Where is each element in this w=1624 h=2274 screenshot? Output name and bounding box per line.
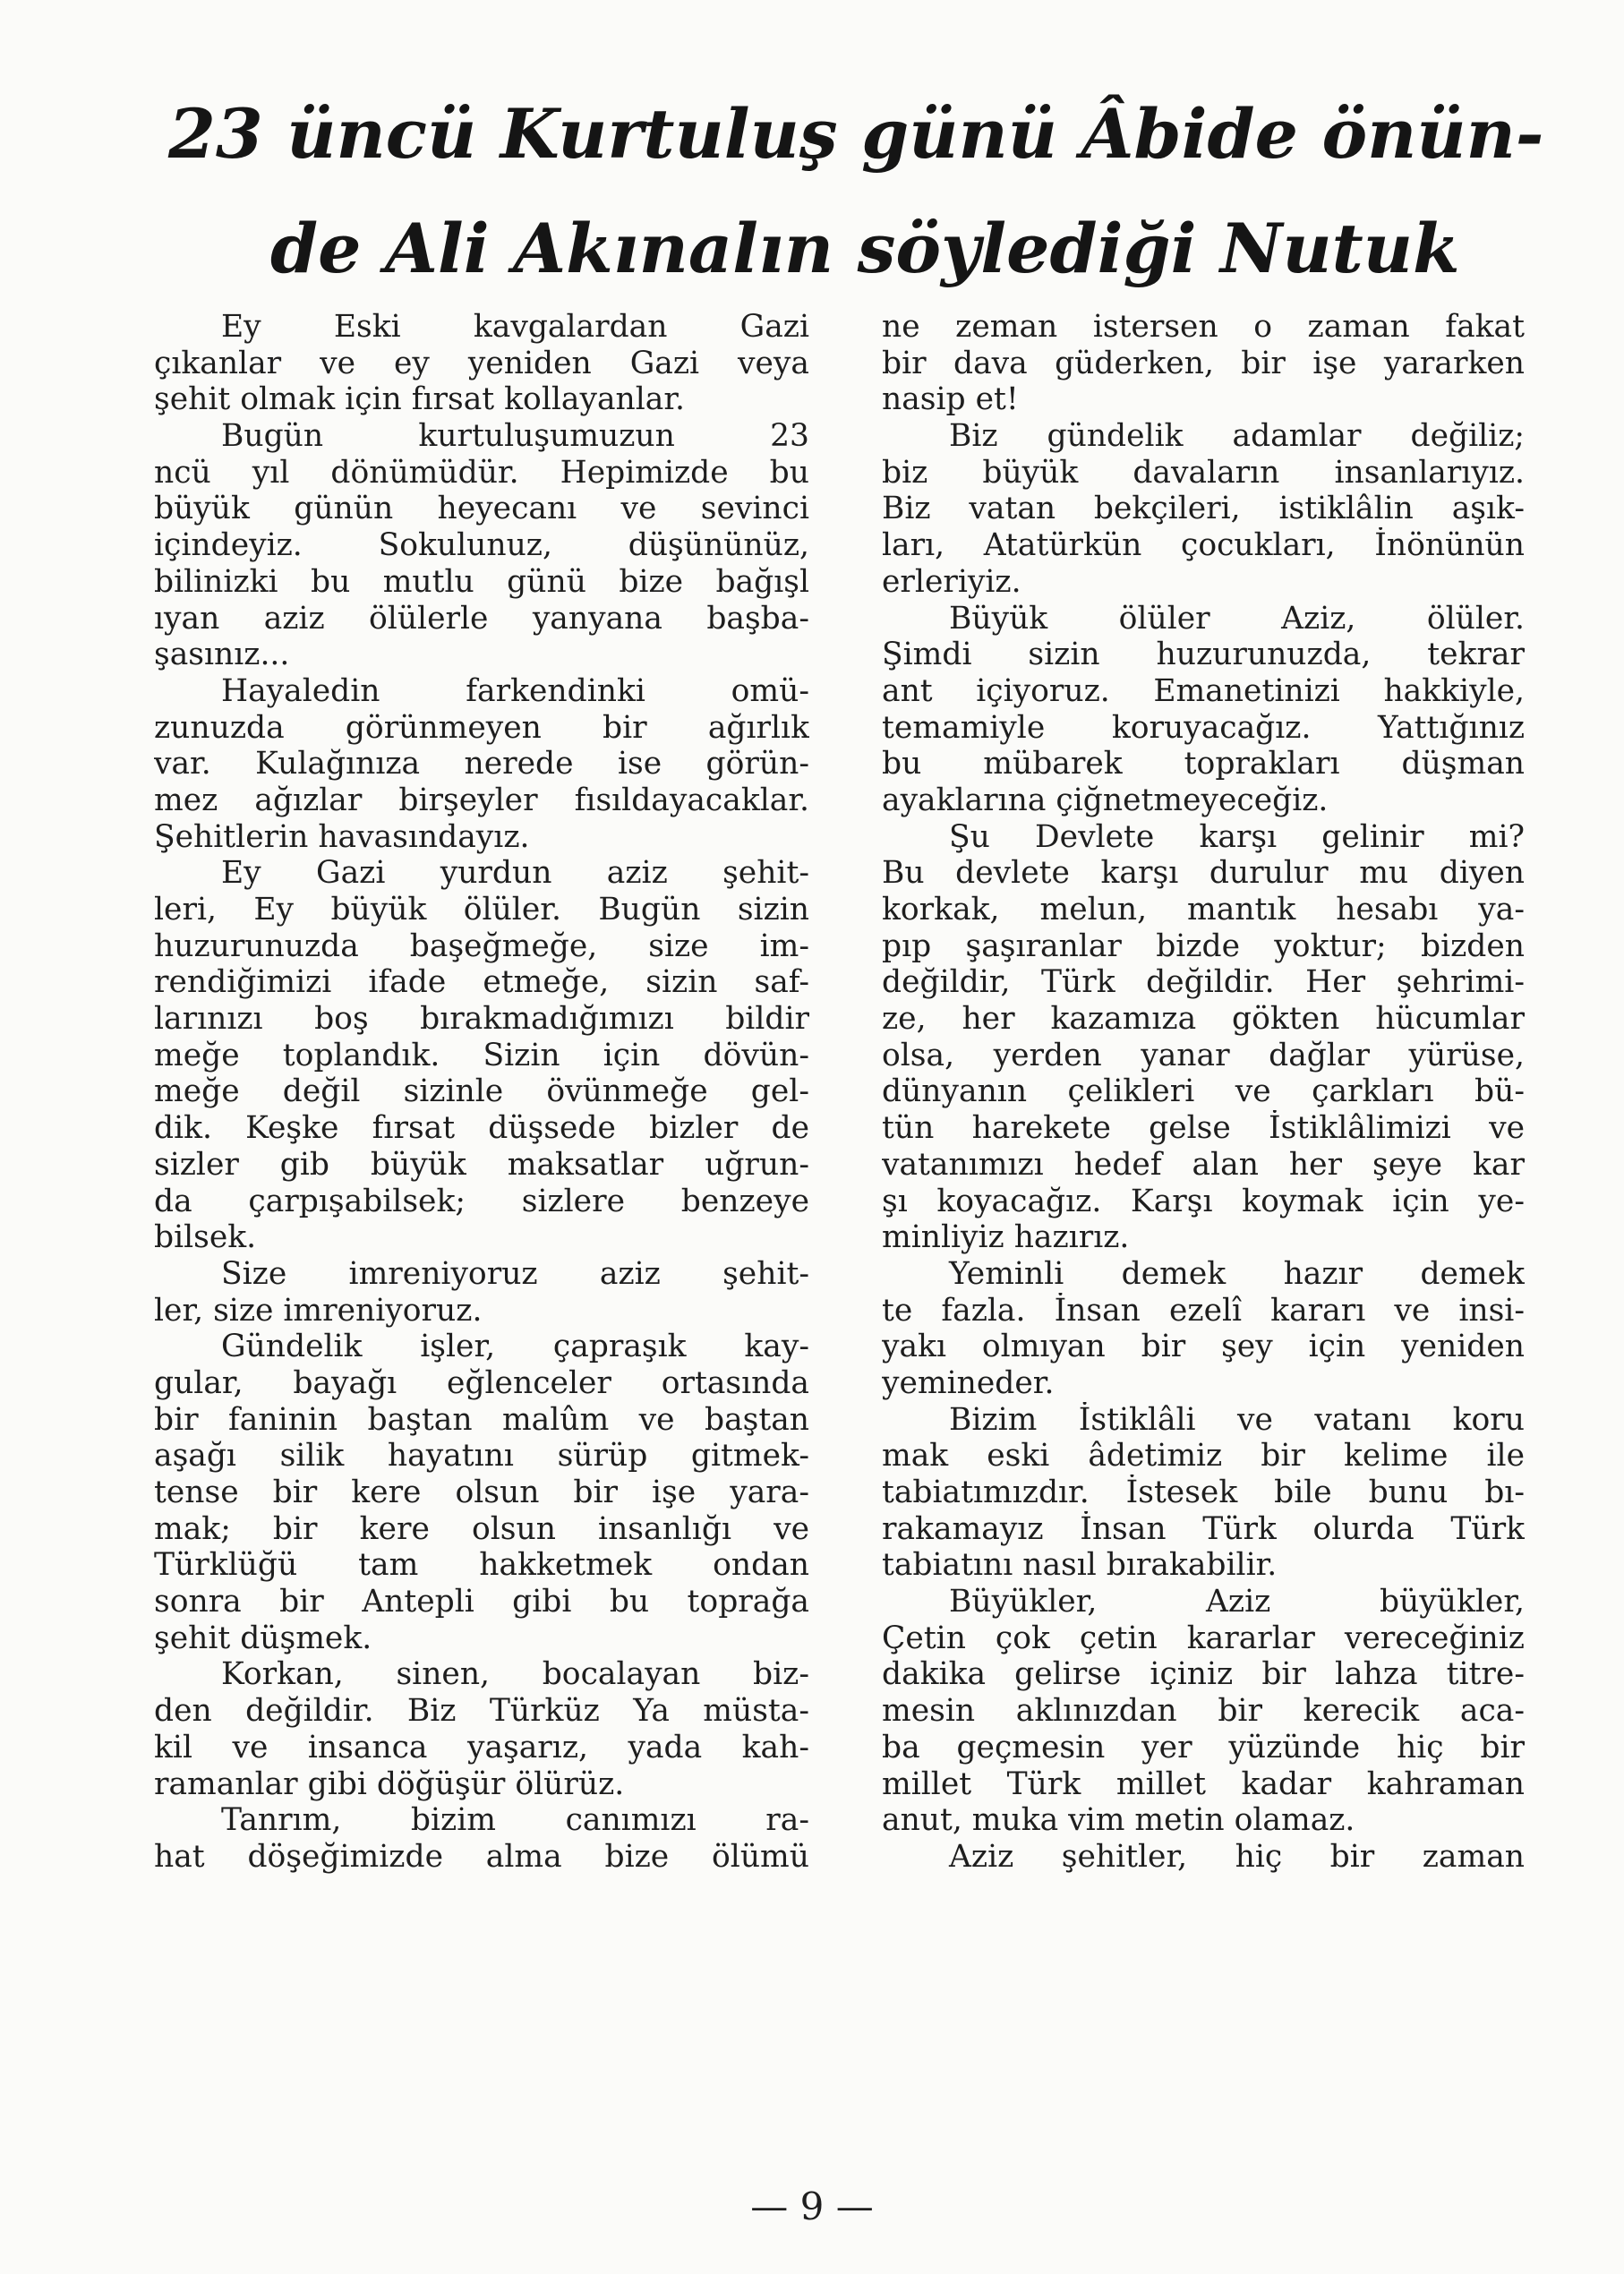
right-column-line: yakı olmıyan bir şey için yeniden xyxy=(882,1329,1525,1365)
left-column-line: şehit olmak için fırsat kollayanlar. xyxy=(154,381,686,418)
left-column-line: bilsek. xyxy=(154,1219,257,1256)
left-column-line: Gündelik işler, çapraşık kay- xyxy=(221,1329,809,1365)
left-column-line: bir faninin baştan malûm ve baştan xyxy=(154,1401,809,1438)
left-column-line: mez ağızlar birşeyler fısıldayacaklar. xyxy=(154,782,809,818)
left-column-line: Türklüğü tam hakketmek ondan xyxy=(154,1547,809,1584)
left-column-line: gular, bayağı eğlenceler ortasında xyxy=(154,1364,809,1401)
right-column-line: korkak, melun, mantık hesabı ya- xyxy=(882,892,1525,928)
right-column-line: Aziz şehitler, hiç bir zaman xyxy=(949,1838,1525,1875)
right-column-line: temamiyle koruyacağız. Yattığınız xyxy=(882,709,1525,746)
right-column-line: mesin aklınızdan bir kerecik aca- xyxy=(882,1693,1525,1730)
left-column-line: büyük günün heyecanı ve sevinci xyxy=(154,491,809,527)
left-column-line: den değildir. Biz Türküz Ya müsta- xyxy=(154,1693,809,1730)
right-column-line: biz büyük davaların insanlarıyız. xyxy=(882,454,1525,491)
left-column-line: Bugün kurtuluşumuzun 23 xyxy=(221,418,809,455)
page-number: — 9 — xyxy=(750,2184,874,2228)
right-column-line: yemineder. xyxy=(882,1364,1055,1401)
left-column-line: huzurunuzda başeğmeğe, size im- xyxy=(154,928,809,964)
left-column-line: tense bir kere olsun bir işe yara- xyxy=(154,1475,809,1510)
left-column-line: meğe değil sizinle övünmeğe gel- xyxy=(154,1073,809,1110)
right-column-line: te fazla. İnsan ezelî kararı ve insi- xyxy=(882,1292,1525,1329)
right-column-line: Şimdi sizin huzurunuzda, tekrar xyxy=(882,637,1525,673)
left-column xyxy=(154,309,809,1876)
left-column-line: ncü yıl dönümüdür. Hepimizde bu xyxy=(154,454,809,491)
left-column-line: leri, Ey büyük ölüler. Bugün sizin xyxy=(154,892,809,928)
left-column-line: Şehitlerin havasındayız. xyxy=(154,818,530,855)
left-column-line: çıkanlar ve ey yeniden Gazi veya xyxy=(154,345,809,381)
right-column xyxy=(882,309,1525,1876)
left-column-line: larınızı boş bırakmadığımızı bildir xyxy=(154,1001,809,1038)
right-column-line: şı koyacağız. Karşı koymak için ye- xyxy=(882,1183,1525,1219)
right-column-line: tabiatımızdır. İstesek bile bunu bı- xyxy=(882,1475,1525,1510)
left-column-line: Tanrım, bizim canımızı ra- xyxy=(221,1802,809,1839)
right-column-line: tün harekete gelse İstiklâlimizi ve xyxy=(882,1110,1525,1147)
right-column-line: olsa, yerden yanar dağlar yürüse, xyxy=(882,1037,1525,1073)
left-column-line: Korkan, sinen, bocalayan biz- xyxy=(221,1656,809,1693)
right-column-line: ayaklarına çiğnetmeyeceğiz. xyxy=(882,782,1329,818)
left-column-line: sonra bir Antepli gibi bu toprağa xyxy=(154,1584,809,1620)
left-column-line: mak; bir kere olsun insanlığı ve xyxy=(154,1510,809,1547)
left-column-line: ler, size imreniyoruz. xyxy=(154,1292,483,1329)
right-column-line: Bu devlete karşı durulur mu diyen xyxy=(882,855,1525,892)
left-column-line: bilinizki bu mutlu günü bize bağışl xyxy=(154,563,809,600)
right-column-line: pıp şaşıranlar bizde yoktur; bizden xyxy=(882,928,1525,964)
right-column-line: ze, her kazamıza gökten hücumlar xyxy=(882,1001,1525,1038)
right-column-line: anut, muka vim metin olamaz. xyxy=(882,1802,1355,1839)
right-column-line: mak eski âdetimiz bir kelime ile xyxy=(882,1438,1525,1475)
left-column-line: dik. Keşke fırsat düşsede bizler de xyxy=(154,1110,809,1147)
left-column-line: kil ve insanca yaşarız, yada kah- xyxy=(154,1729,809,1765)
right-column-line: dakika gelirse içiniz bir lahza titre- xyxy=(882,1656,1525,1693)
left-column-line: Ey Eski kavgalardan Gazi xyxy=(221,309,809,345)
right-column-line: bu mübarek toprakları düşman xyxy=(882,746,1525,782)
right-column-line: millet Türk millet kadar kahraman xyxy=(882,1765,1525,1802)
right-column-line: rakamayız İnsan Türk olurda Türk xyxy=(882,1510,1525,1547)
right-column-line: ne zeman istersen o zaman fakat xyxy=(882,309,1525,345)
left-column-line: Ey Gazi yurdun aziz şehit- xyxy=(221,855,809,892)
title-line-1: 23 üncü Kurtuluş günü Âbide önün- xyxy=(168,94,1544,174)
right-column-line: tabiatını nasıl bırakabilir. xyxy=(882,1547,1278,1584)
right-column-line: vatanımızı hedef alan her şeye kar xyxy=(882,1146,1525,1183)
left-column-line: rendiğimizi ifade etmeğe, sizin saf- xyxy=(154,964,809,1001)
right-column-line: ba geçmesin yer yüzünde hiç bir xyxy=(882,1729,1525,1765)
title-line-2: de Ali Akınalın söylediği Nutuk xyxy=(270,209,1460,288)
left-column-line: şasınız... xyxy=(154,637,290,673)
right-column-line: Biz vatan bekçileri, istiklâlin aşık- xyxy=(882,491,1525,527)
left-column-line: zunuzda görünmeyen bir ağırlık xyxy=(154,709,809,746)
right-column-line: ant içiyoruz. Emanetinizi hakkiyle, xyxy=(882,672,1525,709)
left-column-line: sizler gib büyük maksatlar uğrun- xyxy=(154,1146,809,1183)
left-column-line: Hayaledin farkendinki omü- xyxy=(221,672,809,709)
right-column-line: dünyanın çelikleri ve çarkları bü- xyxy=(882,1073,1525,1110)
right-column-line: nasip et! xyxy=(882,381,1019,418)
left-column-line: ıyan aziz ölülerle yanyana başba- xyxy=(154,600,809,637)
left-column-line: Size imreniyoruz aziz şehit- xyxy=(221,1255,809,1292)
right-column-line: değildir, Türk değildir. Her şehrimi- xyxy=(882,964,1525,1001)
right-column-line: erleriyiz. xyxy=(882,563,1021,600)
left-column-line: aşağı silik hayatını sürüp gitmek- xyxy=(154,1438,809,1475)
left-column-line: meğe toplandık. Sizin için dövün- xyxy=(154,1037,809,1073)
right-column-line: ları, Atatürkün çocukları, İnönünün xyxy=(882,527,1525,564)
right-column-line: Büyükler, Aziz büyükler, xyxy=(949,1584,1525,1620)
right-column-line: Çetin çok çetin kararlar vereceğiniz xyxy=(882,1620,1525,1656)
left-column-line: da çarpışabilsek; sizlere benzeye xyxy=(154,1183,809,1219)
left-column-line: var. Kulağınıza nerede ise görün- xyxy=(154,746,809,782)
right-column-line: Biz gündelik adamlar değiliz; xyxy=(949,418,1525,455)
right-column-line: minliyiz hazırız. xyxy=(882,1219,1130,1256)
right-column-line: Şu Devlete karşı gelinir mi? xyxy=(949,818,1525,855)
left-column-line: ramanlar gibi döğüşür ölürüz. xyxy=(154,1765,625,1802)
right-column-line: Büyük ölüler Aziz, ölüler. xyxy=(949,600,1525,637)
left-column-line: içindeyiz. Sokulunuz, düşününüz, xyxy=(154,527,809,564)
right-column-line: Bizim İstiklâli ve vatanı koru xyxy=(949,1401,1525,1438)
left-column-line: hat döşeğimizde alma bize ölümü xyxy=(154,1838,809,1875)
left-column-line: şehit düşmek. xyxy=(154,1620,372,1656)
right-column-line: bir dava güderken, bir işe yararken xyxy=(882,345,1525,381)
right-column-line: Yeminli demek hazır demek xyxy=(949,1255,1525,1292)
